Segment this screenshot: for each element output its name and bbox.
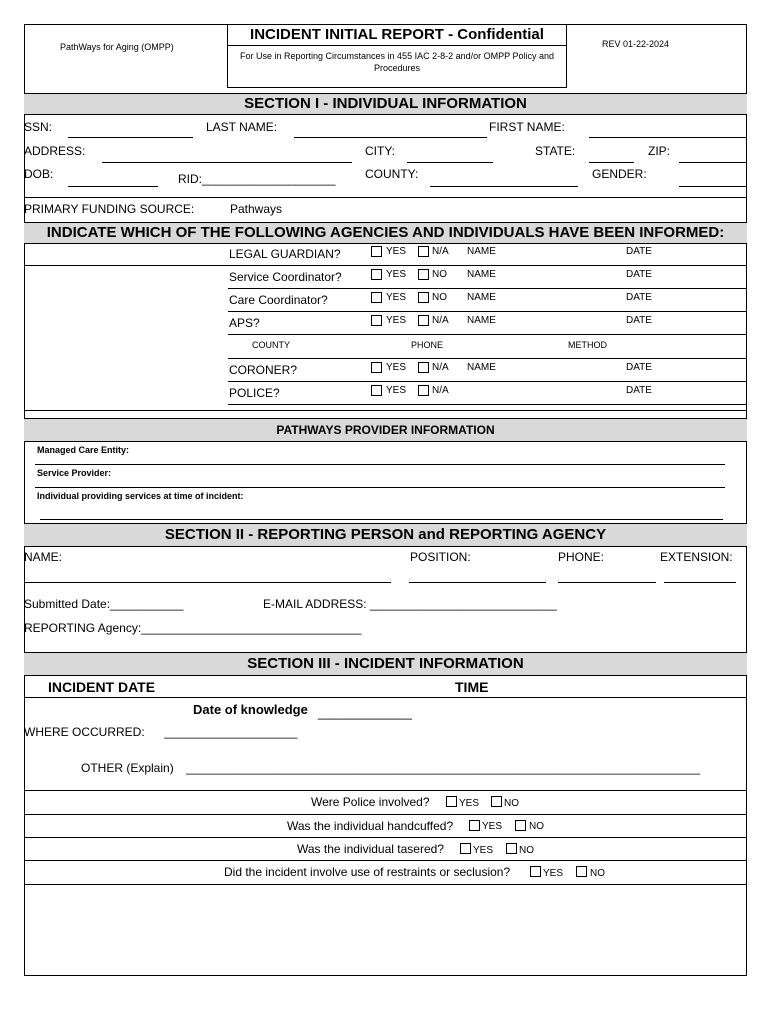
yes-label: YES <box>386 362 407 373</box>
name-label: NAME <box>467 246 496 257</box>
agencies-header: INDICATE WHICH OF THE FOLLOWING AGENCIES AND INDIVIDUALS HAVE BEEN INFORMED: <box>24 222 747 244</box>
state-label: STATE: <box>535 144 576 158</box>
agency-alt-checkbox[interactable] <box>418 269 429 280</box>
police-no-checkbox[interactable] <box>491 796 502 807</box>
divider <box>24 697 747 698</box>
gender-field[interactable] <box>679 186 747 187</box>
incident-description-area[interactable] <box>25 885 746 975</box>
section1-header: SECTION I - INDIVIDUAL INFORMATION <box>24 93 747 115</box>
date-label: DATE <box>626 315 652 326</box>
restraints-no-checkbox[interactable] <box>576 866 587 877</box>
mce-label: Managed Care Entity: <box>37 445 130 455</box>
police-yes-checkbox[interactable] <box>446 796 457 807</box>
zip-label: ZIP: <box>648 144 671 158</box>
agency-yes-checkbox[interactable] <box>371 362 382 373</box>
where-label: WHERE OCCURRED: <box>24 725 145 739</box>
reporting-agency-field[interactable]: REPORTING Agency:_________________________________ <box>24 621 362 635</box>
zip-field[interactable] <box>679 162 747 163</box>
gender-label: GENDER: <box>592 167 647 181</box>
divider <box>24 860 747 861</box>
mce-field[interactable] <box>35 464 725 465</box>
row-divider <box>228 381 747 382</box>
alt-label: N/A <box>432 385 449 396</box>
no-label: NO <box>519 845 534 856</box>
knowledge-field[interactable]: _____________ <box>318 705 412 720</box>
position-field[interactable] <box>409 582 546 583</box>
row-divider <box>228 288 747 289</box>
divider <box>24 790 747 791</box>
name-label: NAME <box>467 315 496 326</box>
handcuffed-question: Was the individual handcuffed? <box>287 819 454 833</box>
first-name-label: FIRST NAME: <box>489 120 565 134</box>
aps-method-label: METHOD <box>568 340 607 350</box>
agency-yes-checkbox[interactable] <box>371 385 382 396</box>
divider <box>24 197 747 198</box>
handcuffed-yes-checkbox[interactable] <box>469 820 480 831</box>
agency-label: Service Coordinator? <box>229 270 342 284</box>
dob-label: DOB: <box>24 167 54 181</box>
county-label: COUNTY: <box>365 167 419 181</box>
aps-phone-label: PHONE <box>411 340 444 350</box>
alt-label: N/A <box>432 246 449 257</box>
agency-alt-checkbox[interactable] <box>418 246 429 257</box>
form-title: INCIDENT INITIAL REPORT - Confidential <box>250 26 544 43</box>
funding-value: Pathways <box>230 202 283 216</box>
yes-label: YES <box>482 821 503 832</box>
handcuffed-no-checkbox[interactable] <box>515 820 526 831</box>
agency-alt-checkbox[interactable] <box>418 362 429 373</box>
title-divider <box>227 45 567 46</box>
alt-label: NO <box>432 269 447 280</box>
yes-label: YES <box>386 315 407 326</box>
other-label: OTHER (Explain) <box>81 761 174 775</box>
position-label: POSITION: <box>410 550 471 564</box>
other-field[interactable]: _____________________________________________________________________________ <box>186 761 700 775</box>
date-label: DATE <box>626 362 652 373</box>
date-label: DATE <box>626 292 652 303</box>
name-label: NAME <box>467 292 496 303</box>
funding-label: PRIMARY FUNDING SOURCE: <box>24 202 195 216</box>
section2-header: SECTION II - REPORTING PERSON and REPORTING AGENCY <box>24 523 747 547</box>
row-divider <box>228 404 747 405</box>
yes-label: YES <box>386 385 407 396</box>
no-label: NO <box>504 798 519 809</box>
agency-label: Care Coordinator? <box>229 293 328 307</box>
restraints-question: Did the incident involve use of restraints or seclusion? <box>224 865 511 879</box>
agency-alt-checkbox[interactable] <box>418 385 429 396</box>
tasered-question: Was the individual tasered? <box>297 842 444 856</box>
agency-label: LEGAL GUARDIAN? <box>229 247 341 261</box>
first-name-field[interactable] <box>589 137 747 138</box>
agency-yes-checkbox[interactable] <box>371 315 382 326</box>
org-name: PathWays for Aging (OMPP) <box>60 42 174 52</box>
no-label: NO <box>529 821 544 832</box>
divider <box>24 837 747 838</box>
alt-label: N/A <box>432 315 449 326</box>
time-label: TIME <box>455 679 489 695</box>
divider <box>24 814 747 815</box>
row-divider <box>228 265 747 266</box>
date-label: DATE <box>626 269 652 280</box>
state-field[interactable] <box>589 162 634 163</box>
last-name-field[interactable] <box>294 137 487 138</box>
row-divider <box>24 265 228 266</box>
dob-field[interactable] <box>68 186 158 187</box>
phone-label: PHONE: <box>558 550 605 564</box>
alt-label: N/A <box>432 362 449 373</box>
ssn-field[interactable] <box>68 137 193 138</box>
extension-label: EXTENSION: <box>660 550 733 564</box>
date-label: DATE <box>626 246 652 257</box>
provider-header: PATHWAYS PROVIDER INFORMATION <box>24 418 747 442</box>
date-label: DATE <box>626 385 652 396</box>
phone-field[interactable] <box>558 582 656 583</box>
reporter-name-field[interactable] <box>24 582 391 583</box>
agency-alt-checkbox[interactable] <box>418 315 429 326</box>
no-label: NO <box>590 868 605 879</box>
yes-label: YES <box>459 798 480 809</box>
rid-label[interactable]: RID:____________________ <box>178 172 336 186</box>
agency-alt-checkbox[interactable] <box>418 292 429 303</box>
agency-yes-checkbox[interactable] <box>371 292 382 303</box>
agency-label: APS? <box>229 316 260 330</box>
row-divider <box>228 311 747 312</box>
city-label: CITY: <box>365 144 396 158</box>
revision: REV 01-22-2024 <box>602 39 670 49</box>
service-provider-label: Service Provider: <box>37 468 112 478</box>
name-label: NAME <box>467 362 496 373</box>
extension-field[interactable] <box>664 582 736 583</box>
ssn-label: SSN: <box>24 120 53 134</box>
row-divider <box>228 358 747 359</box>
alt-label: NO <box>432 292 447 303</box>
submitted-date-field[interactable]: Submitted Date:___________ <box>24 597 184 611</box>
county-field[interactable] <box>430 186 578 187</box>
yes-label: YES <box>386 246 407 257</box>
yes-label: YES <box>386 292 407 303</box>
service-provider-field[interactable] <box>35 487 725 488</box>
yes-label: YES <box>543 868 564 879</box>
individual-provider-field[interactable] <box>40 519 723 520</box>
agency-label: CORONER? <box>229 363 298 377</box>
yes-label: YES <box>386 269 407 280</box>
row-divider <box>24 410 747 411</box>
police-involved-question: Were Police involved? <box>311 795 430 809</box>
city-field[interactable] <box>407 162 493 163</box>
row-divider <box>228 334 747 335</box>
section3-header: SECTION III - INCIDENT INFORMATION <box>24 652 747 676</box>
agency-yes-checkbox[interactable] <box>371 246 382 257</box>
reporter-name-label: NAME: <box>24 550 63 564</box>
restraints-yes-checkbox[interactable] <box>530 866 541 877</box>
incident-date-label: INCIDENT DATE <box>48 679 156 695</box>
individual-provider-label: Individual providing services at time of incident: <box>37 491 244 501</box>
tasered-yes-checkbox[interactable] <box>460 843 471 854</box>
name-label: NAME <box>467 269 496 280</box>
yes-label: YES <box>473 845 494 856</box>
last-name-label: LAST NAME: <box>206 120 278 134</box>
knowledge-label: Date of knowledge <box>193 702 308 717</box>
agency-label: POLICE? <box>229 386 280 400</box>
agency-yes-checkbox[interactable] <box>371 269 382 280</box>
tasered-no-checkbox[interactable] <box>506 843 517 854</box>
address-field[interactable] <box>102 162 352 163</box>
aps-county-label: COUNTY <box>252 340 290 350</box>
where-field[interactable]: ____________________ <box>164 725 298 739</box>
email-field[interactable]: E-MAIL ADDRESS: ____________________________ <box>263 597 557 611</box>
form-subtitle: For Use in Reporting Circumstances in 455 IAC 2-8-2 and/or OMPP Policy and Procedures <box>240 51 554 73</box>
address-label: ADDRESS: <box>24 144 86 158</box>
